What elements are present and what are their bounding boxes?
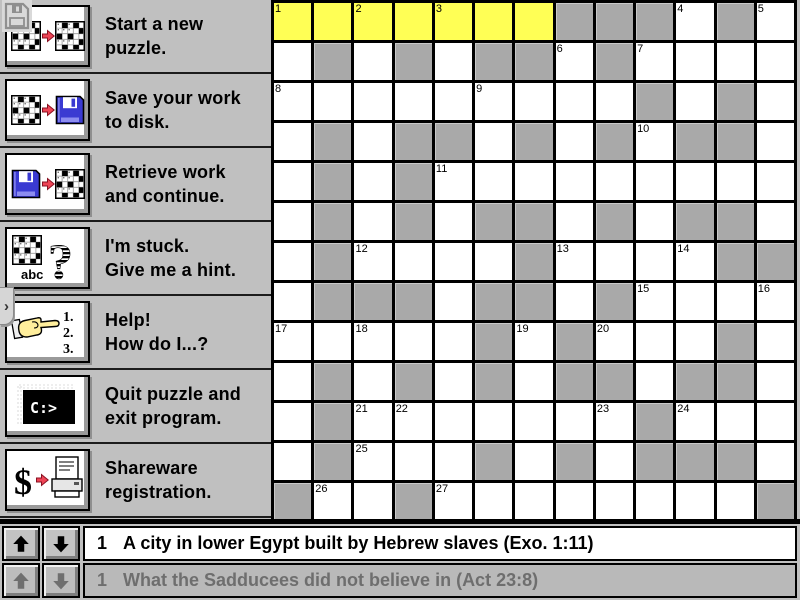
hint-label: I'm stuck. Give me a hint. [105,236,237,280]
grid-cell[interactable] [354,83,391,120]
grid-cell[interactable] [354,443,391,480]
grid-cell-blocked [515,43,552,80]
cell-number: 25 [355,443,368,455]
cell-number: 8 [275,83,282,95]
grid-cell-blocked [515,123,552,160]
grid-cell[interactable] [676,43,713,80]
save-button[interactable] [5,79,90,141]
grid-cell[interactable] [354,3,391,40]
grid-cell[interactable] [435,203,472,240]
cell-number: 6 [556,43,563,55]
up-arrow-icon [10,570,32,592]
register-label: Shareware registration. [105,458,212,502]
grid-cell-blocked [515,243,552,280]
grid-cell-blocked [556,443,593,480]
retrieve-label: Retrieve work and continue. [105,162,226,206]
grid-cell-blocked [395,283,432,320]
grid-cell-blocked [314,243,351,280]
grid-cell[interactable] [757,203,794,240]
grid-cell[interactable] [556,283,593,320]
grid-cell[interactable] [274,123,311,160]
grid-cell[interactable] [274,43,311,80]
save-label: Save your work to disk. [105,88,241,132]
sidebar-row-register [0,444,271,518]
grid-cell[interactable] [676,3,713,40]
cell-number: 23 [596,403,610,415]
grid-cell-blocked [475,363,512,400]
grid-cell[interactable] [757,3,794,40]
grid-cell[interactable] [757,163,794,200]
grid-cell[interactable] [274,163,311,200]
cell-number: 13 [556,243,569,255]
grid-cell[interactable] [556,83,593,120]
grid-cell[interactable] [354,163,391,200]
grid-cell-blocked [515,203,552,240]
grid-cell[interactable] [596,443,633,480]
grid-cell[interactable] [636,163,673,200]
cell-number: 12 [355,243,368,255]
grid-cell[interactable] [556,243,593,280]
grid-cell[interactable] [757,443,794,480]
cell-number: 3 [435,3,443,15]
clue-bar-down [0,563,800,598]
hint-question-mark: ? [47,233,73,284]
grid-cell-blocked [314,403,351,440]
grid-cell[interactable] [435,363,472,400]
grid-cell-blocked [475,43,512,80]
sidebar-row-quit [0,370,271,444]
grid-cell-blocked [596,283,633,320]
grid-cell-blocked [556,3,593,40]
grid-cell[interactable] [757,283,794,320]
retrieve-button[interactable] [5,153,90,215]
down-clue-number: 1 [97,570,108,590]
grid-cell[interactable] [354,243,391,280]
sidebar-row-hint [0,222,271,296]
cell-number: 20 [596,323,610,335]
grid-cell[interactable] [435,163,472,200]
grid-cell[interactable] [556,43,593,80]
grid-cell[interactable] [676,83,713,120]
grid-cell[interactable] [636,483,673,520]
cell-number: 15 [637,283,650,295]
grid-cell[interactable] [435,283,472,320]
grid-cell[interactable] [596,483,633,520]
grid-cell[interactable] [435,83,472,120]
grid-cell[interactable] [556,403,593,440]
grid-cell-blocked [475,203,512,240]
grid-cell[interactable] [395,403,432,440]
grid-cell[interactable] [435,443,472,480]
grid-cell[interactable] [636,203,673,240]
grid-cell-blocked [717,323,754,360]
across-next-button[interactable] [42,526,80,561]
grid-cell[interactable] [354,123,391,160]
grid-cell[interactable] [354,203,391,240]
grid-cell[interactable] [354,323,391,360]
grid-cell-blocked [717,83,754,120]
grid-cell-blocked [636,83,673,120]
clue-bar-across [0,526,800,561]
grid-cell-blocked [274,483,311,520]
grid-cell-blocked [314,163,351,200]
grid-cell[interactable] [515,323,552,360]
grid-cell-blocked [717,123,754,160]
grid-cell[interactable] [676,403,713,440]
grid-cell-blocked [314,123,351,160]
grid-cell-blocked [636,3,673,40]
cell-number: 7 [637,43,644,55]
grid-cell[interactable] [676,163,713,200]
grid-cell[interactable] [676,243,713,280]
down-arrow-icon [50,570,72,592]
grid-cell[interactable] [395,443,432,480]
grid-cell-blocked [596,203,633,240]
dollar-sign: $ [13,462,32,502]
grid-cell[interactable] [435,3,472,40]
cell-number: 21 [355,403,368,415]
grid-cell[interactable] [314,483,351,520]
grid-cell[interactable] [556,163,593,200]
across-prev-button[interactable] [2,526,40,561]
cell-number: 17 [275,323,288,335]
grid-cell[interactable] [274,323,311,360]
across-clue-field [83,526,797,561]
grid-cell[interactable] [717,403,754,440]
cell-number: 10 [637,123,650,135]
grid-cell-blocked [395,203,432,240]
grid-cell[interactable] [475,3,512,40]
register-button[interactable] [5,449,90,511]
grid-cell[interactable] [556,203,593,240]
cell-number: 2 [355,3,362,15]
grid-cell-blocked [676,203,713,240]
grid-cell[interactable] [636,323,673,360]
grid-cell-blocked [596,3,633,40]
chevron-right-icon: › [4,297,9,315]
grid-cell[interactable] [556,123,593,160]
grid-cell-blocked [395,483,432,520]
grid-cell[interactable] [717,43,754,80]
grid-cell-blocked [395,43,432,80]
grid-cell-blocked [676,123,713,160]
grid-cell-blocked [314,203,351,240]
slide-tab-handle[interactable] [0,287,14,325]
grid-cell-blocked [395,123,432,160]
grid-cell[interactable] [274,283,311,320]
dos-prompt-text: C:> [29,399,57,417]
grid-cell[interactable] [757,123,794,160]
grid-cell-blocked [757,243,794,280]
cell-number: 19 [516,323,529,335]
retrieve-icon [10,164,86,204]
grid-cell[interactable] [717,163,754,200]
grid-cell[interactable] [274,243,311,280]
grid-cell[interactable] [596,83,633,120]
sidebar-row-new-puzzle [0,0,271,74]
grid-cell[interactable] [596,163,633,200]
grid-cell-blocked [636,403,673,440]
grid-cell-blocked [757,483,794,520]
grid-cell[interactable] [435,243,472,280]
help-list-3: 3. [62,342,73,357]
new-puzzle-label: Start a new puzzle. [105,14,204,58]
grid-cell[interactable] [636,43,673,80]
grid-cell[interactable] [475,83,512,120]
hint-abc-text: abc [20,267,43,282]
grid-cell[interactable] [717,283,754,320]
grid-cell-blocked [475,283,512,320]
grid-cell-blocked [676,443,713,480]
grid-cell-blocked [596,43,633,80]
grid-cell[interactable] [515,3,552,40]
grid-cell[interactable] [314,83,351,120]
help-list-2: 2. [62,326,73,341]
grid-cell[interactable] [274,443,311,480]
across-clue-number: 1 [97,533,108,553]
cell-number: 22 [395,403,408,415]
grid-cell[interactable] [274,403,311,440]
quit-label: Quit puzzle and exit program. [105,384,241,428]
help-label: Help! How do I...? [105,310,209,354]
grid-cell[interactable] [596,323,633,360]
grid-cell[interactable] [556,483,593,520]
grid-cell[interactable] [717,483,754,520]
cell-number: 4 [677,3,684,15]
grid-cell[interactable] [596,243,633,280]
grid-cell-blocked [395,363,432,400]
grid-cell[interactable] [515,403,552,440]
cell-number: 9 [476,83,483,95]
save-icon [10,90,86,130]
cell-number: 14 [677,243,690,255]
grid-cell[interactable] [515,83,552,120]
grid-cell[interactable] [636,243,673,280]
grid-cell[interactable] [354,363,391,400]
grid-cell-blocked [717,3,754,40]
grid-cell[interactable] [515,443,552,480]
quit-button[interactable] [5,375,90,437]
grid-cell[interactable] [354,403,391,440]
cell-number: 27 [435,483,449,495]
grid-cell[interactable] [475,123,512,160]
cell-number: 5 [757,3,764,15]
grid-cell[interactable] [636,123,673,160]
cell-number: 11 [435,163,448,175]
grid-cell[interactable] [314,3,351,40]
grid-cell[interactable] [475,243,512,280]
grid-cell-blocked [314,363,351,400]
help-list-1: 1. [62,310,73,325]
pointing-hand-icon [10,306,86,358]
grid-cell[interactable] [395,243,432,280]
grid-cell[interactable] [354,43,391,80]
grid-cell[interactable] [757,403,794,440]
divider [0,519,800,524]
grid-cell-blocked [596,123,633,160]
down-clue-field [83,563,797,598]
sidebar-row-help [0,296,271,370]
grid-cell[interactable] [676,483,713,520]
grid-cell-blocked [354,283,391,320]
grid-cell[interactable] [475,403,512,440]
cell-number: 24 [677,403,690,415]
grid-cell[interactable] [395,83,432,120]
down-next-button[interactable] [42,563,80,598]
grid-cell[interactable] [354,483,391,520]
grid-cell-blocked [515,283,552,320]
grid-cell[interactable] [757,43,794,80]
down-clue-text: What the Sadducees did not believe in (Act 23:8) [123,570,539,590]
help-button[interactable] [5,301,90,363]
down-prev-button[interactable] [2,563,40,598]
grid-cell[interactable] [515,163,552,200]
grid-cell-blocked [676,363,713,400]
hint-icon [10,232,86,284]
grid-cell-blocked [717,443,754,480]
grid-cell-blocked [314,283,351,320]
grid-cell-blocked [717,243,754,280]
shareware-icon [10,454,86,506]
printer-glyph [52,457,82,497]
grid-cell-blocked [395,163,432,200]
grid-cell[interactable] [475,163,512,200]
grid-cell[interactable] [435,403,472,440]
up-arrow-icon [10,533,32,555]
grid-cell[interactable] [676,283,713,320]
grid-cell-blocked [314,43,351,80]
grid-cell-blocked [596,363,633,400]
grid-cell[interactable] [475,483,512,520]
sidebar-row-save [0,74,271,148]
grid-cell[interactable] [274,83,311,120]
grid-cell[interactable] [596,403,633,440]
dos-prompt-icon [16,384,80,428]
grid-cell[interactable] [515,483,552,520]
grid-cell[interactable] [395,323,432,360]
down-arrow-icon [50,533,72,555]
cell-number: 16 [757,283,771,295]
crossword-grid [271,0,797,523]
grid-cell[interactable] [757,83,794,120]
floppy-stamp-icon [2,0,32,32]
grid-cell[interactable] [676,323,713,360]
grid-cell-blocked [556,363,593,400]
cell-number: 18 [355,323,368,335]
grid-cell[interactable] [274,3,311,40]
grid-cell[interactable] [435,43,472,80]
sidebar-row-retrieve [0,148,271,222]
cell-number: 1 [275,3,282,15]
cell-number: 26 [315,483,328,495]
grid-cell[interactable] [395,3,432,40]
grid-cell[interactable] [636,283,673,320]
grid-cell-blocked [636,443,673,480]
hint-button[interactable] [5,227,90,289]
grid-cell[interactable] [274,203,311,240]
grid-cell[interactable] [435,483,472,520]
grid-cell[interactable] [636,363,673,400]
grid-cell-blocked [435,123,472,160]
grid-cell[interactable] [435,323,472,360]
grid-cell[interactable] [314,323,351,360]
sidebar [0,0,271,518]
grid-cell[interactable] [757,323,794,360]
grid-cell-blocked [556,323,593,360]
grid-cell-blocked [475,323,512,360]
across-clue-text: A city in lower Egypt built by Hebrew slaves (Exo. 1:11) [123,533,594,553]
grid-cell[interactable] [515,363,552,400]
grid-cell-blocked [717,203,754,240]
grid-cell[interactable] [757,363,794,400]
grid-cell[interactable] [274,363,311,400]
grid-cell-blocked [717,363,754,400]
grid-cell-blocked [314,443,351,480]
grid-cell-blocked [475,443,512,480]
